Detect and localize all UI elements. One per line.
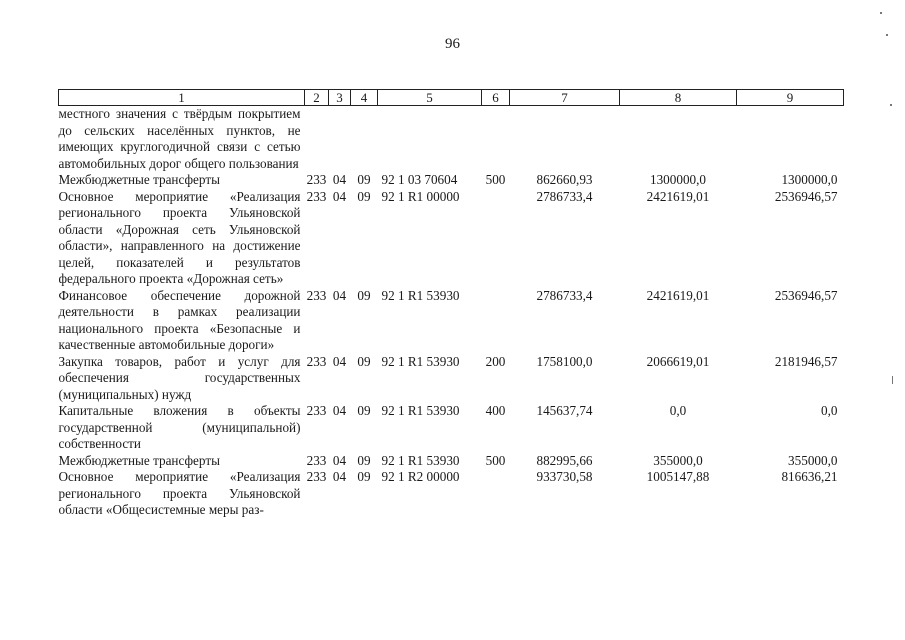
- row-cell-col-2: [305, 106, 329, 173]
- row-cell-col-6: 500: [485, 172, 506, 187]
- table-row: [59, 469, 844, 519]
- row-cell-col-5: 92 1 R1 00000: [381, 188, 460, 204]
- row-cell-col-4: 09: [357, 353, 371, 369]
- row-cell-col-4: 09: [357, 403, 371, 418]
- row-cell-col-3: [329, 106, 351, 173]
- header-col-9: 9: [737, 90, 844, 106]
- row-cell-col-6: [482, 469, 510, 519]
- row-cell-col-6: 200: [485, 353, 506, 369]
- header-col-4: 4: [351, 90, 378, 106]
- row-cell-col-4: 09: [357, 469, 371, 484]
- table-row: [59, 453, 844, 470]
- row-cell-col-8: 1300000,0: [649, 172, 707, 187]
- row-cell-col-9: [737, 106, 844, 173]
- page-number: 96: [445, 36, 460, 52]
- row-cell-col-2: 233: [306, 353, 327, 369]
- row-name-cell: местного значения с твёрдым покрытием до сельских населённых пунктов, не имеющих круглогодичной связи с сетью автомобильных дорог общего пользования: [58, 106, 301, 171]
- row-cell-col-3: 04: [332, 452, 347, 468]
- header-col-3: 3: [329, 90, 351, 106]
- row-cell-col-7: 933730,58: [536, 469, 593, 484]
- row-cell-col-2: 233: [306, 403, 327, 418]
- row-cell-col-8: 2421619,01: [646, 287, 710, 303]
- scan-speck: [886, 34, 888, 36]
- row-cell-col-3: 04: [332, 172, 347, 187]
- row-cell-col-3: 04: [332, 188, 347, 204]
- row-name-cell: Межбюджетные трансферты: [58, 452, 220, 468]
- row-cell-col-5: 92 1 03 70604: [381, 172, 458, 187]
- row-cell-col-4: 09: [357, 287, 371, 303]
- row-cell-col-9: 816636,21: [781, 469, 838, 484]
- header-col-7: 7: [510, 90, 620, 106]
- row-cell-col-7: 1758100,0: [536, 353, 593, 369]
- row-cell-col-3: 04: [332, 287, 347, 303]
- row-name-cell: Основное мероприятие «Реализация регионального проекта Ульяновской области «Общесистемные меры раз-: [58, 469, 301, 517]
- row-cell-col-4: [351, 106, 378, 173]
- row-cell-col-3: 04: [332, 469, 347, 484]
- row-cell-col-7: [510, 106, 620, 173]
- row-cell-col-6: [482, 189, 510, 288]
- budget-table: [58, 89, 844, 519]
- row-cell-col-8: 2421619,01: [646, 188, 710, 204]
- header-col-1: 1: [59, 90, 305, 106]
- row-cell-col-2: 233: [306, 287, 327, 303]
- row-cell-col-8: [620, 106, 737, 173]
- row-cell-col-5: 92 1 R1 53930: [381, 353, 460, 369]
- row-cell-col-5: 92 1 R1 53930: [381, 452, 460, 468]
- row-cell-col-8: 355000,0: [653, 452, 703, 468]
- scan-speck: [890, 104, 892, 106]
- row-cell-col-9: 2181946,57: [774, 353, 838, 369]
- row-cell-col-2: 233: [306, 469, 327, 484]
- row-cell-col-9: 1300000,0: [781, 172, 838, 187]
- row-cell-col-2: 233: [306, 452, 327, 468]
- row-cell-col-7: 2786733,4: [536, 287, 593, 303]
- row-cell-col-6: 400: [485, 403, 506, 418]
- row-cell-col-2: 233: [306, 188, 327, 204]
- table-row: [59, 403, 844, 453]
- header-col-5: 5: [378, 90, 482, 106]
- row-cell-col-6: [482, 106, 510, 173]
- row-name-cell: Межбюджетные трансферты: [58, 172, 220, 187]
- table-header: [59, 90, 844, 106]
- row-cell-col-7: 882995,66: [536, 452, 593, 468]
- table-row: [59, 354, 844, 404]
- row-name-cell: Основное мероприятие «Реализация регионального проекта Ульяновской области «Дорожная сеть Ульяновской области», направленного на достижение целей, показателей и результатов федерального проекта «Дорожная сеть»: [58, 188, 301, 286]
- table-body: [59, 106, 844, 519]
- row-cell-col-8: 2066619,01: [646, 353, 710, 369]
- row-cell-col-6: [482, 288, 510, 354]
- row-cell-col-9: 0,0: [821, 403, 838, 418]
- header-col-2: 2: [305, 90, 329, 106]
- scan-speck: [892, 376, 893, 384]
- row-cell-col-5: 92 1 R2 00000: [381, 469, 460, 484]
- row-cell-col-5: [378, 106, 482, 173]
- row-cell-col-9: 2536946,57: [774, 188, 838, 204]
- row-cell-col-5: 92 1 R1 53930: [381, 403, 460, 418]
- row-cell-col-3: 04: [332, 403, 347, 418]
- table-row: [59, 189, 844, 288]
- row-cell-col-2: 233: [306, 172, 327, 187]
- row-cell-col-5: 92 1 R1 53930: [381, 287, 460, 303]
- row-cell-col-8: 0,0: [669, 403, 687, 418]
- row-cell-col-7: 145637,74: [536, 403, 593, 418]
- row-cell-col-7: 862660,93: [536, 172, 593, 187]
- scan-speck: [880, 12, 882, 14]
- header-col-8: 8: [620, 90, 737, 106]
- row-cell-col-9: 355000,0: [788, 452, 838, 468]
- table-row: [59, 172, 844, 189]
- row-cell-col-9: 2536946,57: [774, 287, 838, 303]
- table-row: [59, 288, 844, 354]
- row-cell-col-6: 500: [485, 452, 506, 468]
- row-cell-col-8: 1005147,88: [646, 469, 710, 484]
- header-col-6: 6: [482, 90, 510, 106]
- table-row: [59, 106, 844, 173]
- row-name-cell: Закупка товаров, работ и услуг для обеспечения государственных (муниципальных) нужд: [58, 353, 301, 402]
- row-cell-col-4: 09: [357, 452, 371, 468]
- row-name-cell: Финансовое обеспечение дорожной деятельности в рамках реализации национального проекта «Безопасные и качественные автомобильные дороги»: [58, 287, 301, 352]
- row-cell-col-3: 04: [332, 353, 347, 369]
- row-name-cell: Капитальные вложения в объекты государственной (муниципальной) собственности: [58, 403, 301, 451]
- row-cell-col-4: 09: [357, 188, 371, 204]
- row-cell-col-4: 09: [357, 172, 371, 187]
- row-cell-col-7: 2786733,4: [536, 188, 593, 204]
- header-row: [59, 90, 844, 106]
